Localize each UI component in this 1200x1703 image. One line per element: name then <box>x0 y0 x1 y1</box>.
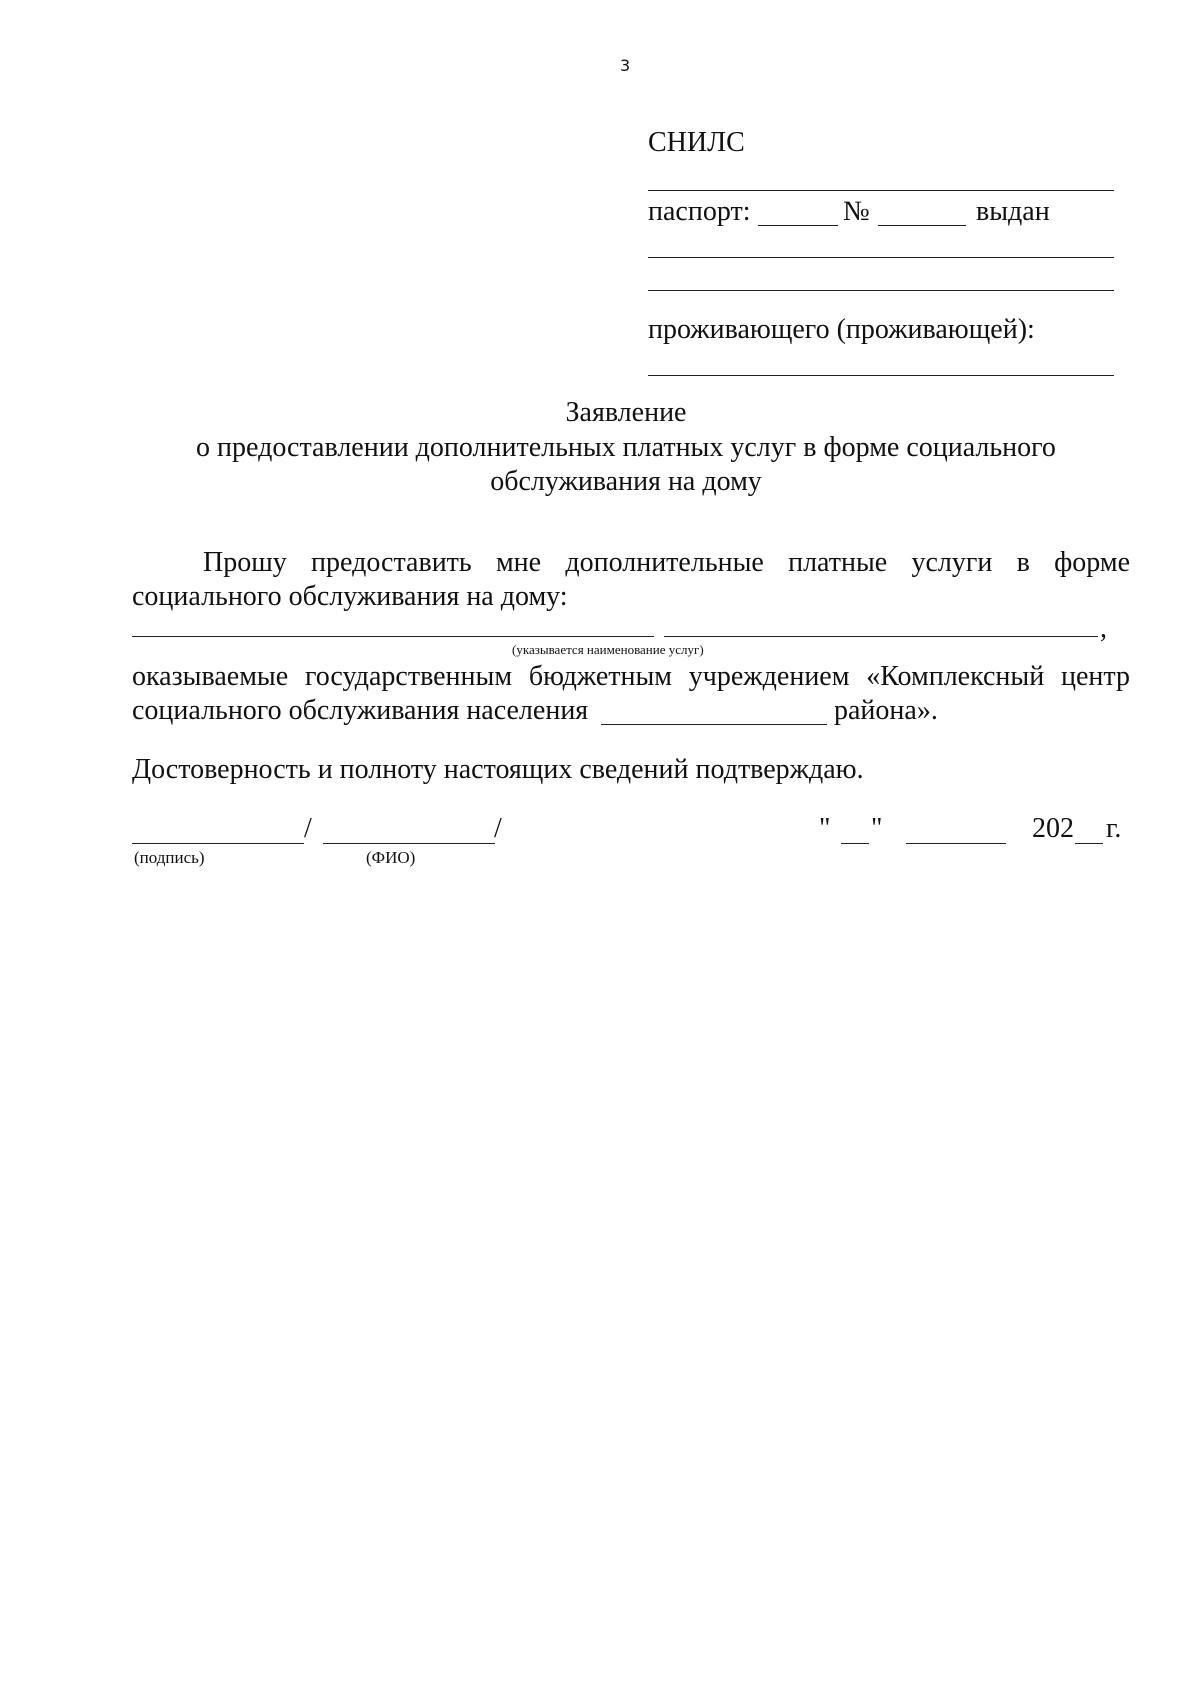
passport-series-line[interactable] <box>758 225 838 226</box>
passport-number-line[interactable] <box>878 225 966 226</box>
date-year-suffix: г. <box>1106 813 1122 844</box>
snils-field-line[interactable] <box>648 190 1114 191</box>
date-quote-open: " <box>819 813 831 844</box>
date-day-line[interactable] <box>841 843 869 844</box>
request-line-2: социального обслуживания на дому: <box>132 581 568 612</box>
passport-label: паспорт: <box>648 196 751 227</box>
issued-label: выдан <box>976 196 1050 227</box>
services-caption: (указывается наименование услуг) <box>512 642 704 657</box>
page-number: 3 <box>620 56 631 75</box>
services-line-right[interactable] <box>664 636 1098 637</box>
issued-by-line-2[interactable] <box>648 290 1114 291</box>
provided-line-2-start: социального обслуживания населения <box>132 695 589 726</box>
address-line[interactable] <box>648 375 1114 376</box>
snils-label: СНИЛС <box>648 127 745 158</box>
provided-line-2-end: района». <box>834 695 938 726</box>
date-year-line[interactable] <box>1075 843 1103 844</box>
document-subtitle-line-1: о предоставлении дополнительных платных услуг в форме социального <box>196 432 1056 463</box>
date-month-line[interactable] <box>906 843 1006 844</box>
services-line-left[interactable] <box>132 636 654 637</box>
signature-slash-2: / <box>494 813 502 844</box>
signature-slash-1: / <box>304 813 312 844</box>
date-year-prefix: 202 <box>1032 813 1074 844</box>
district-line[interactable] <box>601 724 827 725</box>
date-quote-close: " <box>871 813 883 844</box>
confirmation-text: Достоверность и полноту настоящих сведений подтверждаю. <box>132 754 864 785</box>
document-subtitle-line-2: обслуживания на дому <box>490 466 762 497</box>
fio-line[interactable] <box>323 843 495 844</box>
number-sign: № <box>843 196 870 227</box>
services-comma: , <box>1100 613 1107 644</box>
residing-label: проживающего (проживающей): <box>648 314 1035 345</box>
request-line-1: Прошу предоставить мне дополнительные платные услуги в форме <box>203 547 1130 578</box>
signature-caption: (подпись) <box>134 848 205 867</box>
document-title: Заявление <box>565 397 687 428</box>
fio-caption: (ФИО) <box>366 848 416 867</box>
issued-by-line-1[interactable] <box>648 257 1114 258</box>
signature-line[interactable] <box>132 843 304 844</box>
provided-line-1: оказываемые государственным бюджетным учреждением «Комплексный центр <box>132 661 1130 692</box>
